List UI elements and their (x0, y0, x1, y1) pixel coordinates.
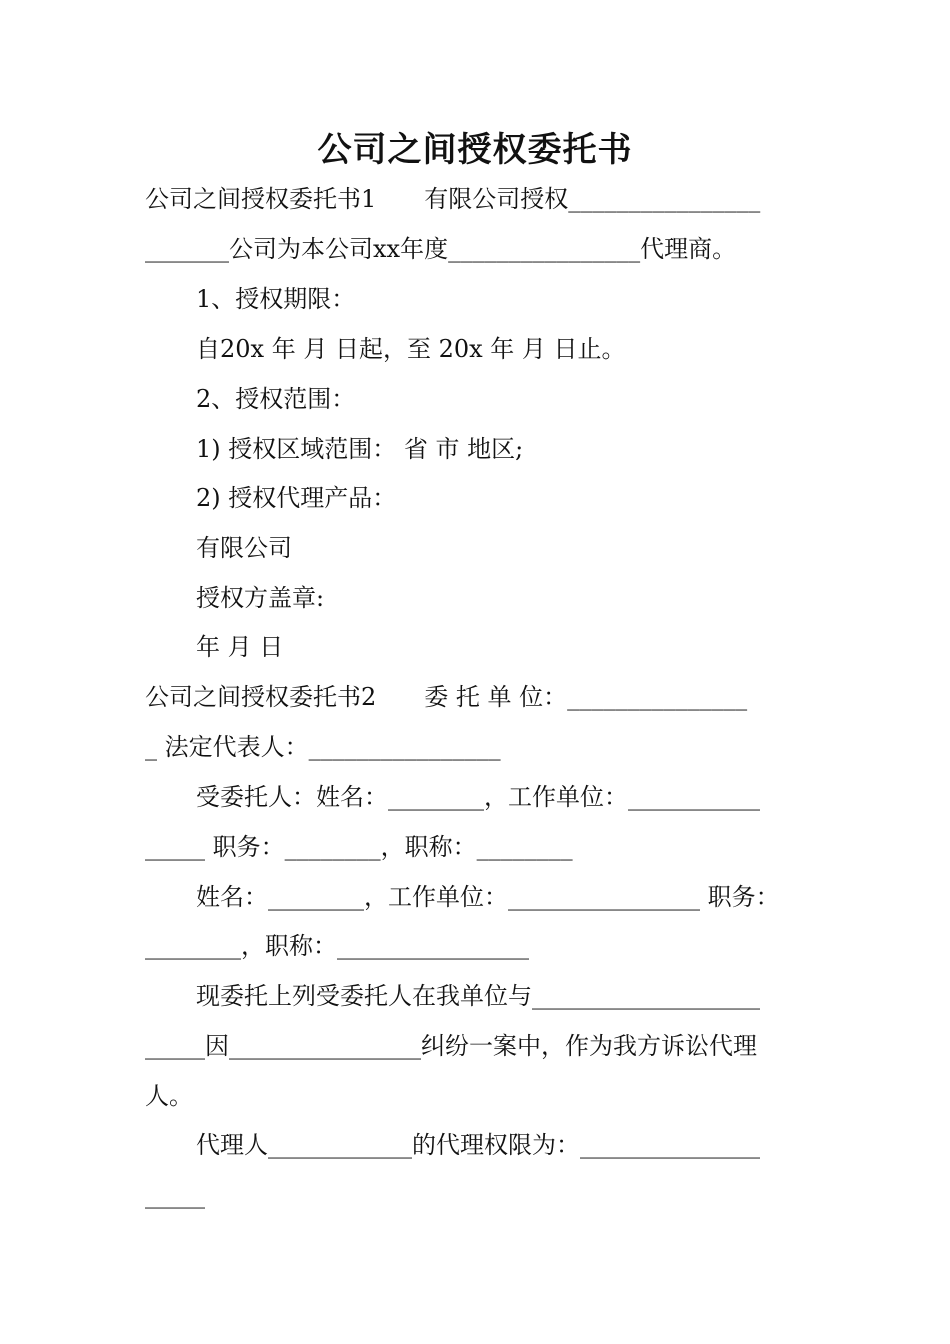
text-line: _______公司为本公司xx年度________________代理商。 (145, 235, 737, 263)
document-title: 公司之间授权委托书 (317, 130, 633, 170)
text-line: 公司之间授权委托书2 委 托 单 位：_______________ (145, 683, 748, 711)
text-line: 公司之间授权委托书1 有限公司授权________________ (145, 185, 761, 213)
text-line: 姓名：________，工作单位：________________ 职务： (196, 883, 780, 911)
text-line: _____因________________纠纷一案中，作为我方诉讼代理 (145, 1032, 757, 1060)
text-line: 受委托人：姓名：________，工作单位：___________ (196, 783, 760, 811)
text-line: 现委托上列受委托人在我单位与___________________ (196, 982, 760, 1010)
text-line: 自20x 年 月 日起，至 20x 年 月 日止。 (196, 335, 626, 363)
text-line: _____ 职务：________，职称：________ (145, 833, 573, 861)
text-line: 2) 授权代理产品： (196, 484, 397, 512)
text-line: 授权方盖章: (196, 584, 325, 612)
text-line: 2、授权范围： (196, 385, 356, 413)
text-line: 1) 授权区域范围： 省 市 地区; (196, 435, 524, 463)
text-line: 人。 (145, 1082, 193, 1110)
text-line: _ 法定代表人：________________ (145, 733, 501, 761)
text-line: 1、授权期限： (196, 285, 356, 313)
text-line: 代理人____________的代理权限为：_______________ (196, 1131, 760, 1159)
text-line: 年 月 日 (196, 633, 284, 661)
text-line: 有限公司 (196, 534, 292, 562)
text-line: ________，职称：________________ (145, 932, 529, 960)
text-line: _____ (145, 1181, 205, 1209)
